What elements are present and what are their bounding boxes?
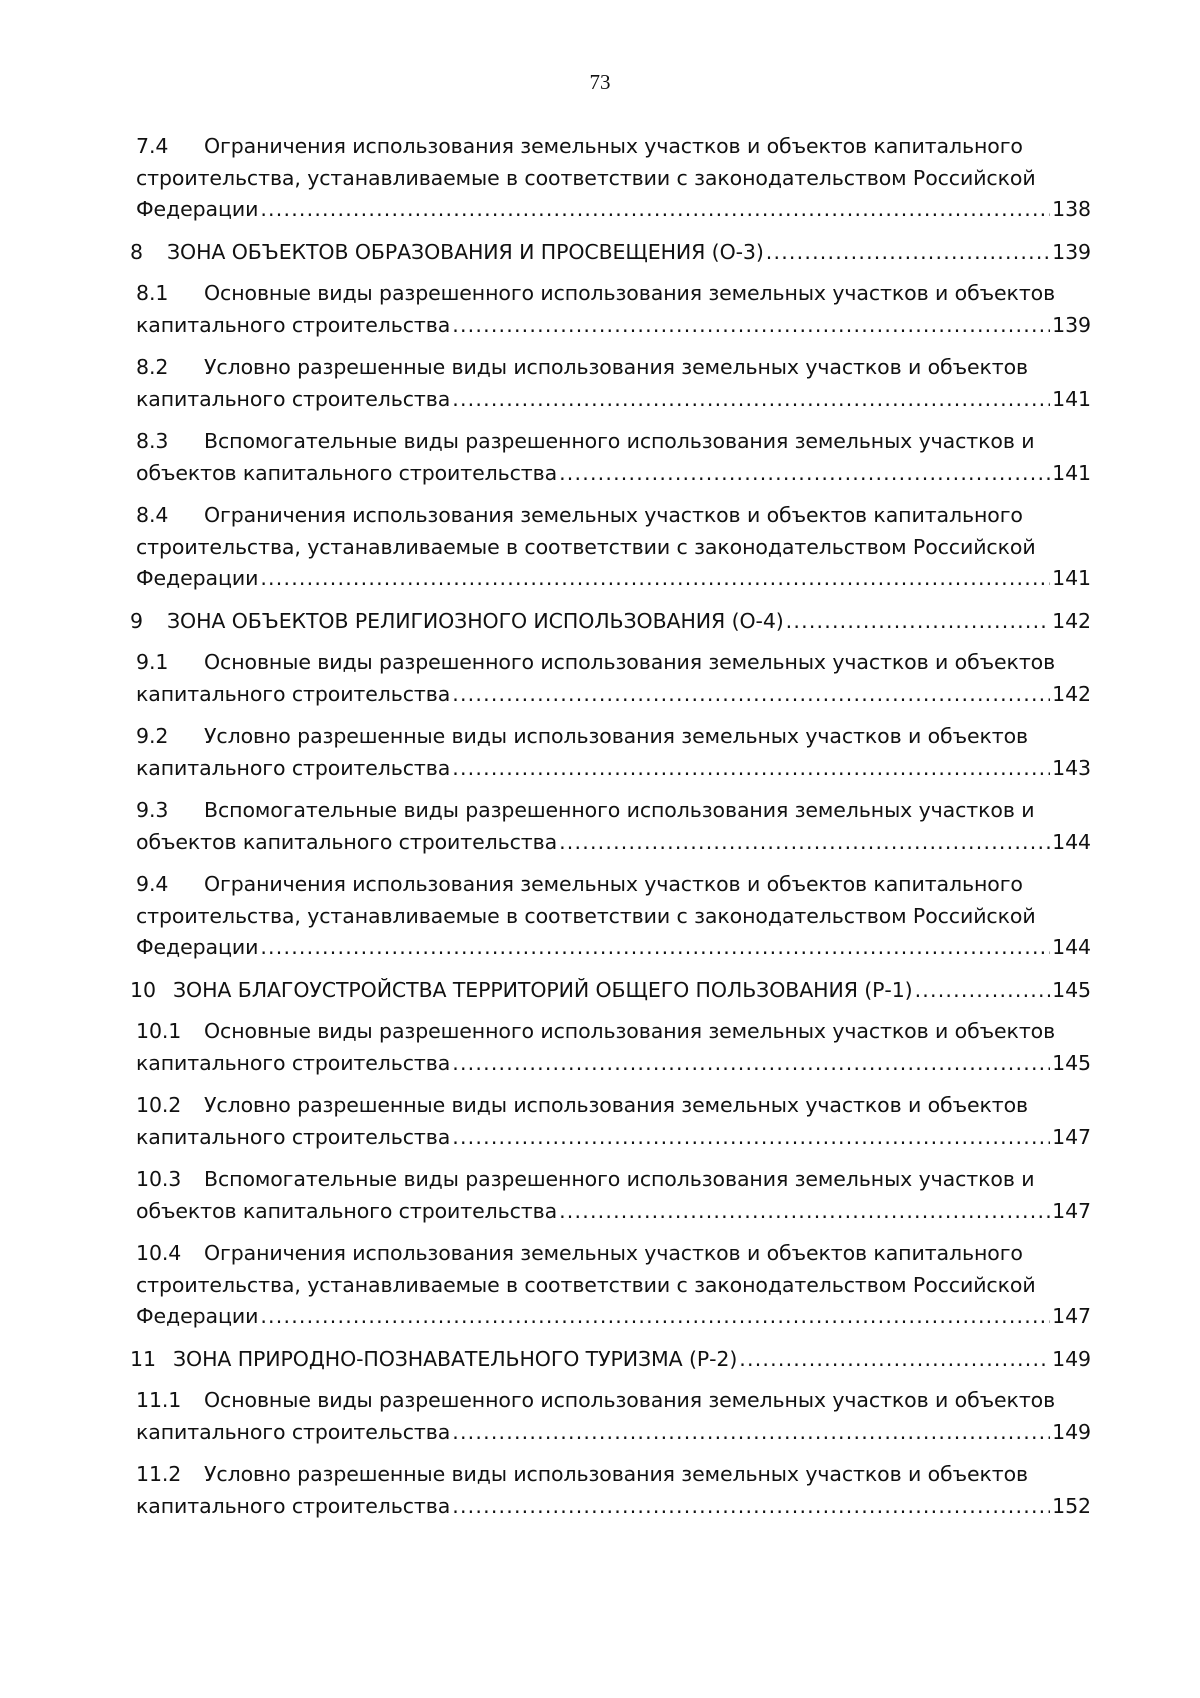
dot-leader xyxy=(452,1048,1050,1080)
toc-entry-number: 8.3 xyxy=(136,429,169,453)
toc-page-number: 138 xyxy=(1052,197,1091,221)
dot-leader xyxy=(452,1122,1050,1154)
toc-entry-title: Федерации xyxy=(136,935,259,959)
toc-page-number: 147 xyxy=(1052,1304,1091,1328)
toc-page-number: 142 xyxy=(1052,681,1091,706)
dot-leader xyxy=(260,932,1050,964)
toc-entry-number: 10.3 xyxy=(136,1167,182,1191)
dot-leader xyxy=(452,753,1050,785)
toc-page-number: 143 xyxy=(1052,755,1091,780)
toc-entry-title: строительства, устанавливаемые в соответствии с законодательством Российской xyxy=(136,1272,1036,1297)
dot-leader xyxy=(739,1344,1050,1376)
toc-section-entry[interactable] xyxy=(130,975,1091,1007)
toc-entry-number: 10.1 xyxy=(136,1019,182,1043)
toc-entry-number: 8.4 xyxy=(136,503,169,527)
toc-entry-number: 9 xyxy=(130,608,143,633)
toc-entry-title: капитального строительства xyxy=(136,312,451,337)
dot-leader xyxy=(452,310,1050,342)
toc-section-entry[interactable] xyxy=(130,606,1091,638)
toc-page-number: 142 xyxy=(1052,608,1091,633)
dot-leader xyxy=(786,606,1050,638)
table-of-contents xyxy=(130,131,1091,1533)
dot-leader xyxy=(452,384,1050,416)
toc-entry-title: Условно разрешенные виды использования земельных участков и объектов xyxy=(204,1462,1029,1486)
toc-entry-title: Вспомогательные виды разрешенного использования земельных участков и xyxy=(204,429,1035,453)
toc-entry-title: капитального строительства xyxy=(136,386,451,411)
toc-entry-number: 9.2 xyxy=(136,724,169,748)
toc-subsection-entry[interactable] xyxy=(136,278,1091,341)
toc-entry-title: Условно разрешенные виды использования земельных участков и объектов xyxy=(204,1093,1029,1117)
toc-entry-title: ЗОНА ОБЪЕКТОВ РЕЛИГИОЗНОГО ИСПОЛЬЗОВАНИЯ (О-4) xyxy=(167,608,784,633)
toc-page-number: 139 xyxy=(1052,239,1091,264)
toc-entry-title: Федерации xyxy=(136,566,259,590)
toc-entry-title: Вспомогательные виды разрешенного использования земельных участков и xyxy=(204,1167,1035,1191)
toc-page-number: 145 xyxy=(1052,1050,1091,1075)
toc-entry-title: Ограничения использования земельных участков и объектов капитального xyxy=(204,1241,1023,1265)
toc-subsection-entry[interactable] xyxy=(136,721,1091,784)
toc-entry-title: Условно разрешенные виды использования земельных участков и объектов xyxy=(204,724,1029,748)
toc-subsection-entry[interactable] xyxy=(136,1459,1091,1522)
toc-subsection-entry[interactable] xyxy=(136,500,1091,595)
toc-page-number: 144 xyxy=(1052,829,1091,854)
toc-page-number: 147 xyxy=(1052,1198,1091,1223)
dot-leader xyxy=(260,194,1050,226)
toc-entry-number: 10.4 xyxy=(136,1241,182,1265)
toc-entry-title: ЗОНА БЛАГОУСТРОЙСТВА ТЕРРИТОРИЙ ОБЩЕГО ПОЛЬЗОВАНИЯ (Р-1) xyxy=(173,977,913,1002)
dot-leader xyxy=(915,975,1051,1007)
toc-entry-title: Условно разрешенные виды использования земельных участков и объектов xyxy=(204,355,1029,379)
dot-leader xyxy=(766,237,1050,269)
toc-entry-number: 9.1 xyxy=(136,650,169,674)
toc-entry-title: объектов капитального строительства xyxy=(136,1198,558,1223)
dot-leader xyxy=(452,1491,1050,1523)
dot-leader xyxy=(452,1417,1050,1449)
toc-entry-title: Ограничения использования земельных участков и объектов капитального xyxy=(204,503,1023,527)
toc-entry-number: 8.2 xyxy=(136,355,169,379)
toc-page-number: 147 xyxy=(1052,1124,1091,1149)
toc-entry-title: Основные виды разрешенного использования земельных участков и объектов xyxy=(204,281,1056,305)
toc-entry-number: 11.1 xyxy=(136,1388,182,1412)
toc-entry-title: капитального строительства xyxy=(136,1493,451,1518)
toc-subsection-entry[interactable] xyxy=(136,1385,1091,1448)
page-number: 73 xyxy=(589,70,611,94)
toc-page-number: 141 xyxy=(1052,566,1091,590)
toc-entry-number: 8.1 xyxy=(136,281,169,305)
toc-subsection-entry[interactable] xyxy=(136,352,1091,415)
toc-entry-number: 10.2 xyxy=(136,1093,182,1117)
toc-subsection-entry[interactable] xyxy=(136,426,1091,489)
toc-entry-title: Федерации xyxy=(136,1304,259,1328)
toc-subsection-entry[interactable] xyxy=(136,869,1091,964)
toc-entry-title: Основные виды разрешенного использования земельных участков и объектов xyxy=(204,650,1056,674)
toc-subsection-entry[interactable] xyxy=(136,795,1091,858)
dot-leader xyxy=(559,827,1050,859)
toc-page-number: 144 xyxy=(1052,935,1091,959)
dot-leader xyxy=(559,458,1050,490)
dot-leader xyxy=(260,563,1050,595)
toc-page-number: 149 xyxy=(1052,1346,1091,1371)
toc-subsection-entry[interactable] xyxy=(136,1238,1091,1333)
toc-entry-title: строительства, устанавливаемые в соответствии с законодательством Российской xyxy=(136,903,1036,928)
toc-section-entry[interactable] xyxy=(130,1344,1091,1376)
toc-entry-title: Ограничения использования земельных участков и объектов капитального xyxy=(204,872,1023,896)
toc-entry-title: строительства, устанавливаемые в соответствии с законодательством Российской xyxy=(136,534,1036,559)
toc-page-number: 152 xyxy=(1052,1493,1091,1518)
toc-page-number: 141 xyxy=(1052,386,1091,411)
toc-section-entry[interactable] xyxy=(130,237,1091,269)
toc-entry-number: 11 xyxy=(130,1346,156,1371)
toc-entry-title: Основные виды разрешенного использования земельных участков и объектов xyxy=(204,1388,1056,1412)
toc-entry-number: 7.4 xyxy=(136,134,169,158)
toc-entry-title: ЗОНА ПРИРОДНО-ПОЗНАВАТЕЛЬНОГО ТУРИЗМА (Р-2) xyxy=(173,1346,738,1371)
dot-leader xyxy=(260,1301,1050,1333)
toc-entry-title: строительства, устанавливаемые в соответствии с законодательством Российской xyxy=(136,165,1036,190)
toc-entry-title: объектов капитального строительства xyxy=(136,460,558,485)
toc-page-number: 139 xyxy=(1052,312,1091,337)
toc-entry-title: капитального строительства xyxy=(136,1419,451,1444)
dot-leader xyxy=(559,1196,1050,1228)
toc-entry-title: капитального строительства xyxy=(136,1124,451,1149)
toc-subsection-entry[interactable] xyxy=(136,1090,1091,1153)
toc-subsection-entry[interactable] xyxy=(136,131,1091,226)
toc-entry-number: 9.3 xyxy=(136,798,169,822)
toc-page-number: 149 xyxy=(1052,1419,1091,1444)
toc-entry-number: 9.4 xyxy=(136,872,169,896)
toc-entry-number: 10 xyxy=(130,977,156,1002)
toc-subsection-entry[interactable] xyxy=(136,647,1091,710)
toc-subsection-entry[interactable] xyxy=(136,1164,1091,1227)
toc-page-number: 145 xyxy=(1052,977,1091,1002)
toc-entry-title: капитального строительства xyxy=(136,755,451,780)
toc-subsection-entry[interactable] xyxy=(136,1016,1091,1079)
toc-entry-title: Основные виды разрешенного использования земельных участков и объектов xyxy=(204,1019,1056,1043)
toc-entry-title: Ограничения использования земельных участков и объектов капитального xyxy=(204,134,1023,158)
toc-entry-number: 8 xyxy=(130,239,143,264)
toc-page-number: 141 xyxy=(1052,460,1091,485)
toc-entry-title: капитального строительства xyxy=(136,1050,451,1075)
toc-entry-title: капитального строительства xyxy=(136,681,451,706)
toc-entry-title: Вспомогательные виды разрешенного использования земельных участков и xyxy=(204,798,1035,822)
toc-entry-number: 11.2 xyxy=(136,1462,182,1486)
dot-leader xyxy=(452,679,1050,711)
toc-entry-title: ЗОНА ОБЪЕКТОВ ОБРАЗОВАНИЯ И ПРОСВЕЩЕНИЯ (О-3) xyxy=(167,239,764,264)
toc-entry-title: Федерации xyxy=(136,197,259,221)
toc-entry-title: объектов капитального строительства xyxy=(136,829,558,854)
